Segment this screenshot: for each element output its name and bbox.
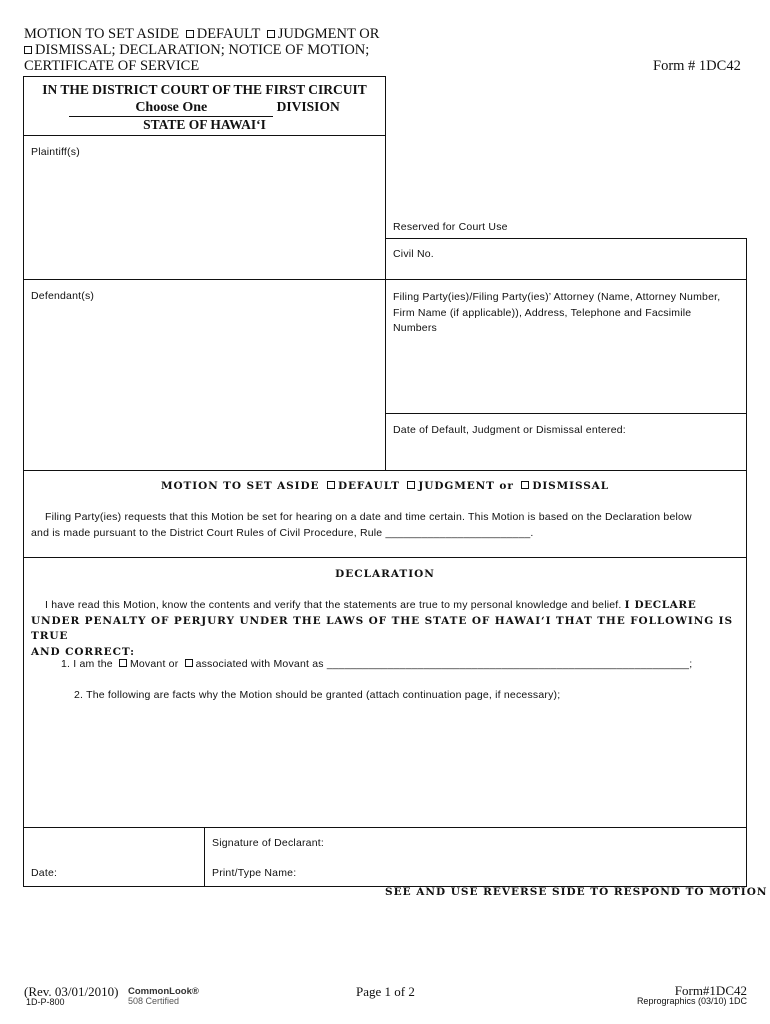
signature-top-line xyxy=(23,827,747,828)
date-entered-field[interactable] xyxy=(393,440,738,466)
reverse-note: SEE AND USE REVERSE SIDE TO RESPOND TO MOTION xyxy=(385,886,768,898)
motion-heading xyxy=(23,480,747,492)
facts-field[interactable] xyxy=(31,708,741,824)
title-part: MOTION TO SET ASIDE xyxy=(24,26,180,42)
caption-left-border xyxy=(23,136,24,471)
declaration-body xyxy=(31,598,743,660)
motion-heading-part: MOTION TO SET ASIDE xyxy=(160,480,320,492)
date-entered-label: Date of Default, Judgment or Dismissal entered: xyxy=(393,424,626,436)
motion-divider xyxy=(23,557,747,558)
declaration-line1: I have read this Motion, know the contents and verify that the statements are true to my personal knowledge and belief. xyxy=(45,599,622,611)
form-title xyxy=(24,26,379,74)
signature-label: Signature of Declarant: xyxy=(212,837,324,849)
title-part: CERTIFICATE OF SERVICE xyxy=(24,58,200,74)
revision: (Rev. 03/01/2010) xyxy=(24,984,119,999)
motion-heading-part: DISMISSAL xyxy=(532,480,610,492)
motion-body xyxy=(31,510,741,541)
motion-body-line1: Filing Party(ies) requests that this Motion be set for hearing on a date and time certain. This Motion is based on the Declaration below xyxy=(45,511,692,523)
caption-right-border xyxy=(746,238,747,471)
reprographics: Reprographics (03/10) 1DC xyxy=(636,996,747,1006)
division-select[interactable]: Choose One xyxy=(69,100,273,118)
caption-middle-border xyxy=(385,136,386,471)
filing-party-label: Filing Party(ies)/Filing Party(ies)’ Attorney (Name, Attorney Number, Firm Name (if applicable)), Address, Telephone and Facsimile Numbers xyxy=(393,291,721,334)
print-name-field[interactable] xyxy=(300,864,740,880)
motion-heading-part: JUDGMENT or xyxy=(418,480,514,492)
date-entered-top-line xyxy=(385,413,747,414)
commonlook-logo: CommonLook® xyxy=(128,986,199,997)
filing-party-field[interactable] xyxy=(393,340,738,410)
item1-part: Movant or xyxy=(129,658,179,670)
declaration-item1 xyxy=(61,658,741,670)
item1-part: associated with Movant as ____________________________________________________________; xyxy=(195,658,693,670)
judgment-checkbox[interactable] xyxy=(267,30,275,38)
date-label: Date: xyxy=(31,867,58,879)
page-number: Page 1 of 2 xyxy=(356,984,415,999)
motion-body-line2: and is made pursuant to the District Court Rules of Civil Procedure, Rule ________________________. xyxy=(31,526,534,539)
declaration-heading: DECLARATION xyxy=(335,568,435,580)
signature-divider xyxy=(204,827,205,887)
associated-checkbox[interactable] xyxy=(185,659,193,667)
declaration-item2: 2. The following are facts why the Motion should be granted (attach continuation page, if necessary); xyxy=(74,689,561,701)
title-part: DISMISSAL; DECLARATION; NOTICE OF MOTION; xyxy=(35,42,370,58)
division-label: DIVISION xyxy=(276,98,340,114)
default-checkbox[interactable] xyxy=(186,30,194,38)
civil-no-field[interactable] xyxy=(393,264,738,278)
court-heading xyxy=(23,82,386,134)
motion-default-checkbox[interactable] xyxy=(327,481,335,489)
movant-checkbox[interactable] xyxy=(119,659,127,667)
civil-no-label: Civil No. xyxy=(393,248,434,260)
print-name-label: Print/Type Name: xyxy=(212,867,297,879)
form-code: 1D-P-800 xyxy=(26,997,65,1007)
dismissal-checkbox[interactable] xyxy=(24,46,32,54)
motion-heading-part: DEFAULT xyxy=(337,480,400,492)
reserved-label: Reserved for Court Use xyxy=(393,221,508,233)
motion-judgment-checkbox[interactable] xyxy=(407,481,415,489)
title-part: JUDGMENT OR xyxy=(277,26,380,42)
form-number: Form # 1DC42 xyxy=(653,58,741,74)
title-part: DEFAULT xyxy=(196,26,261,42)
civil-bottom-line xyxy=(385,279,747,280)
defendants-label: Defendant(s) xyxy=(31,290,95,302)
footer-form-number: Form#1DC42 xyxy=(674,983,747,998)
plaintiffs-label: Plaintiff(s) xyxy=(31,146,80,158)
declaration-line3: AND CORRECT: xyxy=(31,645,135,658)
commonlook-sub: 508 Certified xyxy=(128,996,180,1006)
civil-top-line xyxy=(385,238,747,239)
plaintiff-defendant-divider xyxy=(23,279,386,280)
court-line1: IN THE DISTRICT COURT OF THE FIRST CIRCUIT xyxy=(42,82,367,97)
date-field[interactable] xyxy=(62,864,198,880)
declaration-line1-bold: I DECLARE xyxy=(624,599,697,611)
motion-dismissal-checkbox[interactable] xyxy=(521,481,529,489)
declaration-line2: UNDER PENALTY OF PERJURY UNDER THE LAWS OF THE STATE OF HAWAI‘I THAT THE FOLLOWING IS TRUE xyxy=(31,614,733,642)
court-line3: STATE OF HAWAI‘I xyxy=(143,117,266,132)
item1-part: 1. I am the xyxy=(61,658,113,670)
